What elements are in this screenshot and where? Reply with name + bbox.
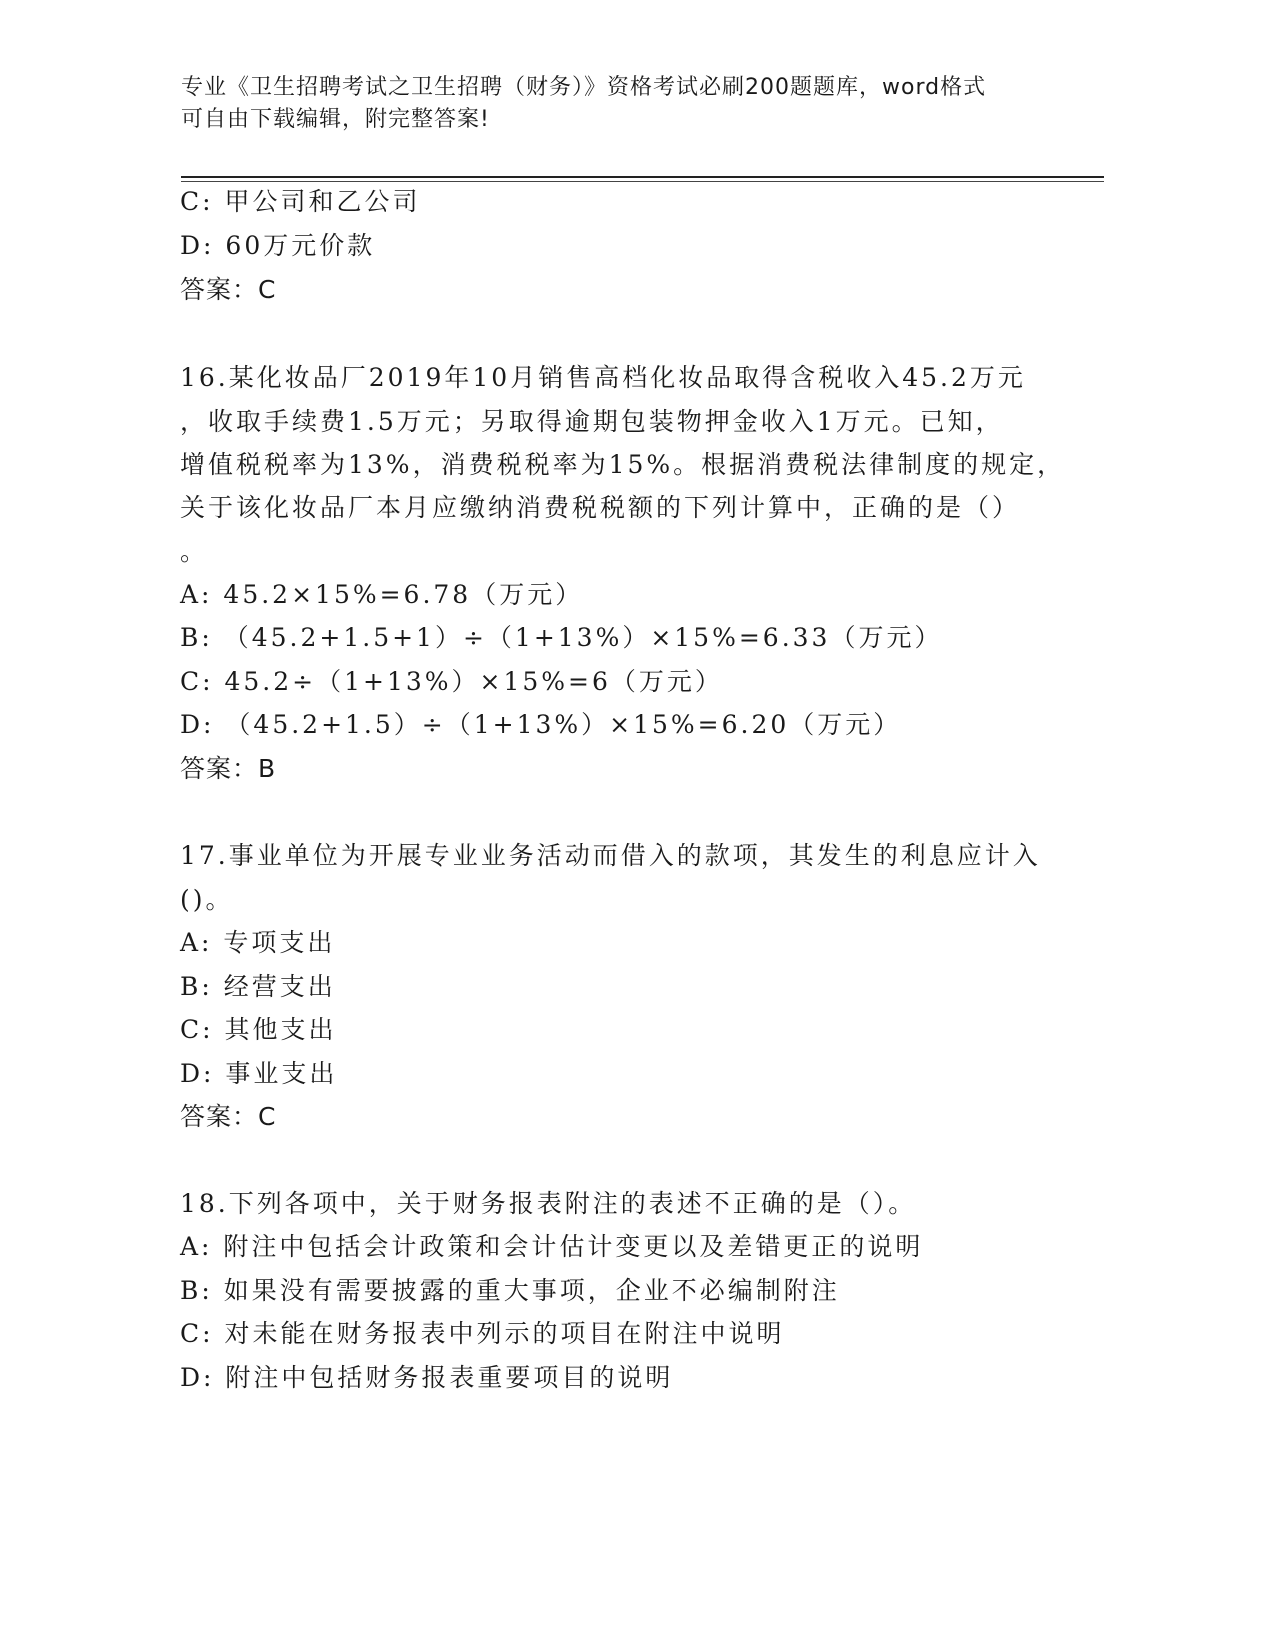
q17-option-a: A: 专项支出 bbox=[180, 928, 336, 957]
q17-option-b: B: 经营支出 bbox=[180, 972, 336, 1001]
q15-option-d: D: 60万元价款 bbox=[180, 231, 376, 260]
q16-stem-line-3: 增值税税率为13%，消费税税率为15%。根据消费税法律制度的规定， bbox=[180, 450, 1066, 479]
header-title-line-1: 专业《卫生招聘考试之卫生招聘（财务）》资格考试必刷200题题库，word格式 bbox=[181, 75, 987, 100]
q17-stem-line-1: 17.事业单位为开展专业业务活动而借入的款项，其发生的利息应计入 bbox=[180, 841, 1041, 870]
q16-option-d: D: （45.2+1.5）÷（1+13%）×15%=6.20（万元） bbox=[180, 710, 902, 739]
q18-stem-line-1: 18.下列各项中，关于财务报表附注的表述不正确的是（）。 bbox=[180, 1189, 917, 1218]
header-rule-thin bbox=[181, 181, 1104, 182]
header-rule-thick bbox=[181, 176, 1104, 178]
q16-stem-line-4: 关于该化妆品厂本月应缴纳消费税税额的下列计算中，正确的是（） bbox=[180, 493, 1021, 522]
q18-option-a: A: 附注中包括会计政策和会计估计变更以及差错更正的说明 bbox=[180, 1232, 924, 1261]
q16-option-a: A: 45.2×15%=6.78（万元） bbox=[180, 580, 584, 609]
q18-option-d: D: 附注中包括财务报表重要项目的说明 bbox=[180, 1363, 674, 1392]
q16-stem-line-2: ，收取手续费1.5万元；另取得逾期包装物押金收入1万元。已知， bbox=[180, 407, 1004, 436]
q16-option-c: C: 45.2÷（1+13%）×15%=6（万元） bbox=[180, 667, 723, 696]
q16-stem-line-5: 。 bbox=[180, 537, 209, 566]
header-title-line-2: 可自由下载编辑，附完整答案! bbox=[181, 107, 490, 132]
q17-option-c: C: 其他支出 bbox=[180, 1015, 337, 1044]
q18-option-b: B: 如果没有需要披露的重大事项，企业不必编制附注 bbox=[180, 1276, 840, 1305]
q17-answer: 答案：C bbox=[180, 1102, 277, 1131]
q16-stem-line-1: 16.某化妆品厂2019年10月销售高档化妆品取得含税收入45.2万元 bbox=[180, 363, 1026, 392]
q16-option-b: B: （45.2+1.5+1）÷（1+13%）×15%=6.33（万元） bbox=[180, 623, 943, 652]
q15-option-c: C: 甲公司和乙公司 bbox=[180, 187, 421, 216]
q18-option-c: C: 对未能在财务报表中列示的项目在附注中说明 bbox=[180, 1319, 785, 1348]
q17-option-d: D: 事业支出 bbox=[180, 1059, 338, 1088]
document-header bbox=[181, 72, 1061, 136]
q16-answer: 答案：B bbox=[180, 754, 277, 783]
q17-stem-line-2: ()。 bbox=[180, 885, 234, 914]
q15-answer: 答案：C bbox=[180, 275, 277, 304]
